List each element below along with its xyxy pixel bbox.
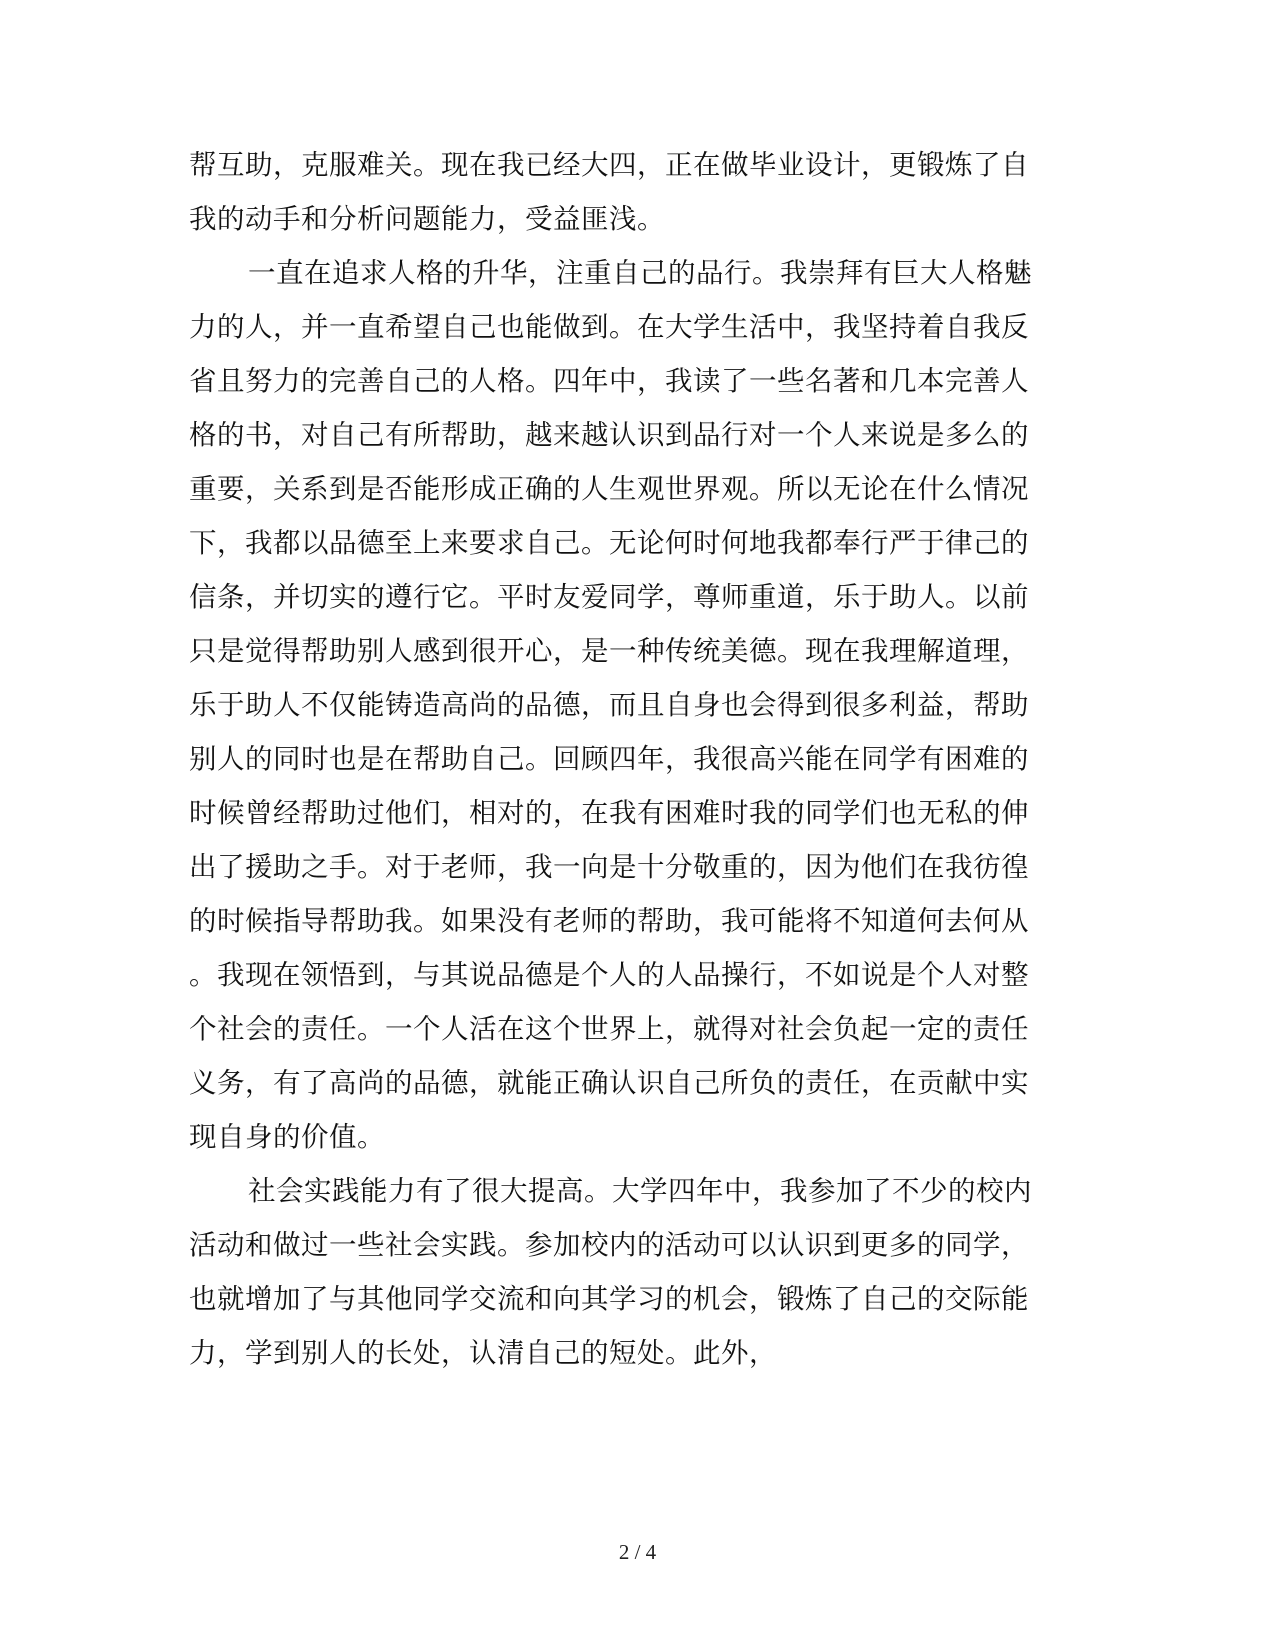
text-line: 省且努力的完善自己的人格。四年中，我读了一些名著和几本完善人 <box>189 365 1029 397</box>
text-line: 时候曾经帮助过他们，相对的，在我有困难时我的同学们也无私的伸 <box>189 797 1029 829</box>
paragraph-first-line: 社会实践能力有了很大提高。大学四年中，我参加了不少的校内 <box>248 1175 1032 1207</box>
text-line: 帮互助，克服难关。现在我已经大四，正在做毕业设计，更锻炼了自 <box>189 149 1029 181</box>
text-line: 。我现在领悟到，与其说品德是个人的人品操行，不如说是个人对整 <box>189 959 1029 991</box>
text-line: 也就增加了与其他同学交流和向其学习的机会，锻炼了自己的交际能 <box>189 1283 1029 1315</box>
page-number: 2 / 4 <box>618 1540 657 1564</box>
paragraph-first-line: 一直在追求人格的升华，注重自己的品行。我崇拜有巨大人格魅 <box>248 257 1032 289</box>
text-line: 个社会的责任。一个人活在这个世界上，就得对社会负起一定的责任 <box>189 1013 1029 1045</box>
text-line: 义务，有了高尚的品德，就能正确认识自己所负的责任，在贡献中实 <box>189 1067 1029 1099</box>
text-line: 格的书，对自己有所帮助，越来越认识到品行对一个人来说是多么的 <box>189 419 1029 451</box>
text-line: 现自身的价值。 <box>189 1121 385 1153</box>
text-line: 信条，并切实的遵行它。平时友爱同学，尊师重道，乐于助人。以前 <box>189 581 1029 613</box>
text-line: 别人的同时也是在帮助自己。回顾四年，我很高兴能在同学有困难的 <box>189 743 1029 775</box>
text-line: 力，学到别人的长处，认清自己的短处。此外， <box>189 1337 777 1369</box>
text-line: 的时候指导帮助我。如果没有老师的帮助，我可能将不知道何去何从 <box>189 905 1029 937</box>
text-line: 重要，关系到是否能形成正确的人生观世界观。所以无论在什么情况 <box>189 473 1029 505</box>
text-line: 我的动手和分析问题能力，受益匪浅。 <box>189 203 665 235</box>
text-line: 只是觉得帮助别人感到很开心，是一种传统美德。现在我理解道理， <box>189 635 1029 667</box>
text-line: 力的人，并一直希望自己也能做到。在大学生活中，我坚持着自我反 <box>189 311 1029 343</box>
text-line: 出了援助之手。对于老师，我一向是十分敬重的，因为他们在我彷徨 <box>189 851 1029 883</box>
text-line: 下，我都以品德至上来要求自己。无论何时何地我都奉行严于律己的 <box>189 527 1029 559</box>
text-line: 乐于助人不仅能铸造高尚的品德，而且自身也会得到很多利益，帮助 <box>189 689 1029 721</box>
text-line: 活动和做过一些社会实践。参加校内的活动可以认识到更多的同学， <box>189 1229 1029 1261</box>
